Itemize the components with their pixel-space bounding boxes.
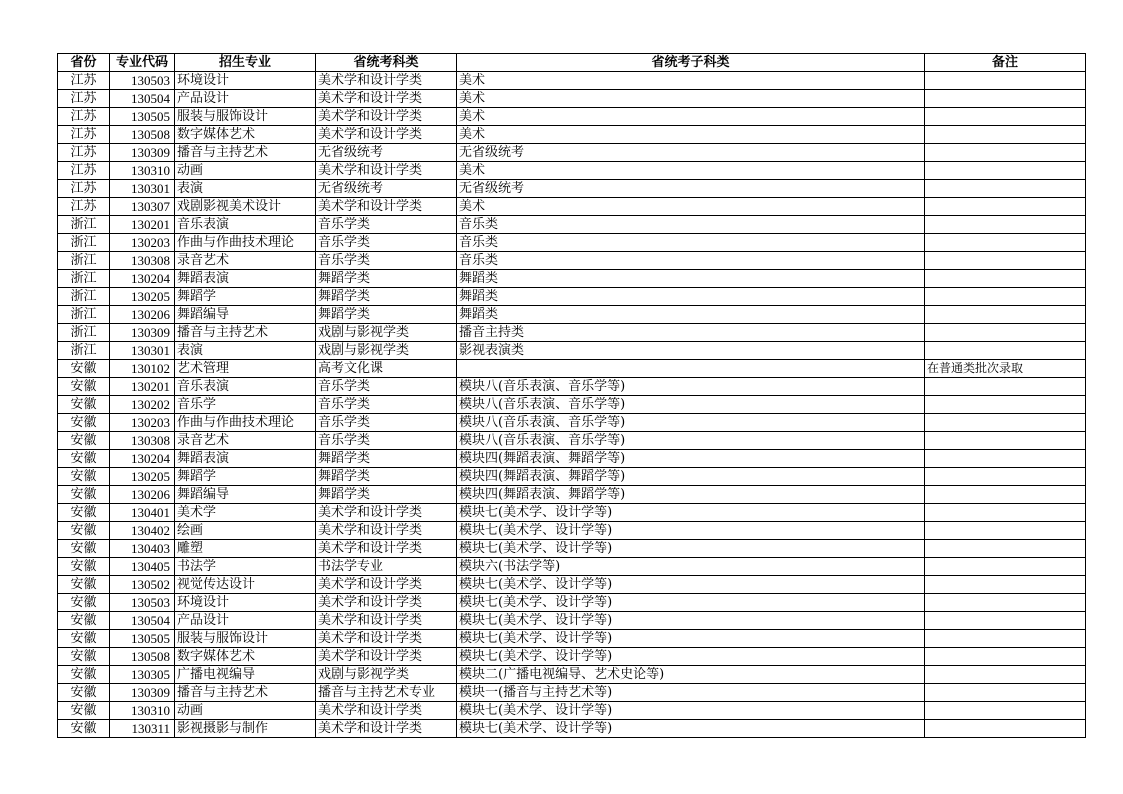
cell-note xyxy=(925,288,1086,306)
cell-province: 江苏 xyxy=(58,198,110,216)
cell-code: 130504 xyxy=(110,90,175,108)
table-body xyxy=(58,72,1086,738)
cell-subcategory: 音乐类 xyxy=(457,234,925,252)
cell-subcategory: 美术 xyxy=(457,90,925,108)
cell-code: 130309 xyxy=(110,144,175,162)
cell-category: 美术学和设计学类 xyxy=(316,198,457,216)
cell-major: 动画 xyxy=(175,702,316,720)
cell-code: 130205 xyxy=(110,468,175,486)
cell-subcategory: 模块七(美术学、设计学等) xyxy=(457,612,925,630)
cell-code: 130508 xyxy=(110,126,175,144)
cell-code: 130102 xyxy=(110,360,175,378)
cell-category: 舞蹈学类 xyxy=(316,486,457,504)
cell-category: 戏剧与影视学类 xyxy=(316,324,457,342)
cell-province: 安徽 xyxy=(58,576,110,594)
cell-province: 安徽 xyxy=(58,720,110,738)
cell-province: 安徽 xyxy=(58,612,110,630)
table-row xyxy=(58,378,1086,396)
cell-province: 安徽 xyxy=(58,486,110,504)
cell-province: 安徽 xyxy=(58,432,110,450)
header-note: 备注 xyxy=(925,54,1086,72)
cell-category: 舞蹈学类 xyxy=(316,270,457,288)
cell-province: 浙江 xyxy=(58,306,110,324)
cell-province: 安徽 xyxy=(58,468,110,486)
cell-code: 130308 xyxy=(110,432,175,450)
table-row xyxy=(58,306,1086,324)
cell-category: 美术学和设计学类 xyxy=(316,126,457,144)
cell-category: 美术学和设计学类 xyxy=(316,90,457,108)
cell-code: 130201 xyxy=(110,216,175,234)
cell-category: 书法学专业 xyxy=(316,558,457,576)
cell-note xyxy=(925,378,1086,396)
cell-code: 130505 xyxy=(110,108,175,126)
cell-subcategory: 音乐类 xyxy=(457,252,925,270)
cell-note xyxy=(925,72,1086,90)
cell-province: 安徽 xyxy=(58,594,110,612)
cell-code: 130505 xyxy=(110,630,175,648)
cell-code: 130206 xyxy=(110,486,175,504)
cell-major: 舞蹈学 xyxy=(175,468,316,486)
cell-province: 江苏 xyxy=(58,162,110,180)
cell-note xyxy=(925,234,1086,252)
cell-province: 江苏 xyxy=(58,144,110,162)
table-row xyxy=(58,666,1086,684)
table-row xyxy=(58,162,1086,180)
cell-subcategory: 模块八(音乐表演、音乐学等) xyxy=(457,414,925,432)
cell-note xyxy=(925,144,1086,162)
cell-code: 130201 xyxy=(110,378,175,396)
cell-category: 播音与主持艺术专业 xyxy=(316,684,457,702)
table-row xyxy=(58,90,1086,108)
cell-category: 音乐学类 xyxy=(316,414,457,432)
cell-major: 录音艺术 xyxy=(175,432,316,450)
cell-major: 视觉传达设计 xyxy=(175,576,316,594)
cell-category: 美术学和设计学类 xyxy=(316,576,457,594)
table-row xyxy=(58,612,1086,630)
cell-province: 江苏 xyxy=(58,90,110,108)
cell-code: 130301 xyxy=(110,342,175,360)
cell-category: 高考文化课 xyxy=(316,360,457,378)
cell-major: 服装与服饰设计 xyxy=(175,630,316,648)
cell-category: 舞蹈学类 xyxy=(316,468,457,486)
table-row xyxy=(58,180,1086,198)
cell-subcategory: 模块七(美术学、设计学等) xyxy=(457,576,925,594)
cell-province: 安徽 xyxy=(58,450,110,468)
cell-code: 130403 xyxy=(110,540,175,558)
cell-province: 安徽 xyxy=(58,414,110,432)
cell-subcategory: 播音主持类 xyxy=(457,324,925,342)
table-row xyxy=(58,432,1086,450)
cell-province: 安徽 xyxy=(58,522,110,540)
cell-province: 浙江 xyxy=(58,252,110,270)
cell-code: 130504 xyxy=(110,612,175,630)
cell-note xyxy=(925,540,1086,558)
cell-major: 环境设计 xyxy=(175,594,316,612)
cell-code: 130308 xyxy=(110,252,175,270)
cell-major: 作曲与作曲技术理论 xyxy=(175,234,316,252)
cell-major: 录音艺术 xyxy=(175,252,316,270)
cell-major: 数字媒体艺术 xyxy=(175,648,316,666)
table-row xyxy=(58,126,1086,144)
cell-code: 130309 xyxy=(110,684,175,702)
cell-note xyxy=(925,432,1086,450)
header-row xyxy=(58,54,1086,72)
cell-subcategory: 无省级统考 xyxy=(457,180,925,198)
cell-category: 无省级统考 xyxy=(316,180,457,198)
cell-major: 数字媒体艺术 xyxy=(175,126,316,144)
cell-major: 产品设计 xyxy=(175,90,316,108)
table-row xyxy=(58,324,1086,342)
cell-note xyxy=(925,324,1086,342)
cell-subcategory xyxy=(457,360,925,378)
table-row xyxy=(58,288,1086,306)
cell-code: 130301 xyxy=(110,180,175,198)
cell-note xyxy=(925,576,1086,594)
cell-province: 安徽 xyxy=(58,684,110,702)
cell-category: 美术学和设计学类 xyxy=(316,72,457,90)
cell-province: 安徽 xyxy=(58,540,110,558)
cell-note xyxy=(925,558,1086,576)
cell-major: 戏剧影视美术设计 xyxy=(175,198,316,216)
cell-subcategory: 无省级统考 xyxy=(457,144,925,162)
cell-category: 美术学和设计学类 xyxy=(316,630,457,648)
cell-subcategory: 模块一(播音与主持艺术等) xyxy=(457,684,925,702)
cell-major: 表演 xyxy=(175,180,316,198)
cell-subcategory: 模块七(美术学、设计学等) xyxy=(457,594,925,612)
cell-subcategory: 模块七(美术学、设计学等) xyxy=(457,648,925,666)
cell-subcategory: 美术 xyxy=(457,108,925,126)
cell-category: 戏剧与影视学类 xyxy=(316,666,457,684)
cell-major: 舞蹈学 xyxy=(175,288,316,306)
cell-major: 表演 xyxy=(175,342,316,360)
table-row xyxy=(58,522,1086,540)
cell-subcategory: 舞蹈类 xyxy=(457,306,925,324)
table-row xyxy=(58,342,1086,360)
cell-code: 130508 xyxy=(110,648,175,666)
table-row xyxy=(58,144,1086,162)
cell-category: 音乐学类 xyxy=(316,432,457,450)
cell-subcategory: 模块八(音乐表演、音乐学等) xyxy=(457,378,925,396)
cell-subcategory: 美术 xyxy=(457,126,925,144)
cell-subcategory: 舞蹈类 xyxy=(457,270,925,288)
cell-subcategory: 美术 xyxy=(457,72,925,90)
cell-major: 舞蹈表演 xyxy=(175,270,316,288)
cell-province: 安徽 xyxy=(58,666,110,684)
cell-note xyxy=(925,198,1086,216)
cell-subcategory: 模块七(美术学、设计学等) xyxy=(457,540,925,558)
table-row xyxy=(58,504,1086,522)
cell-note xyxy=(925,720,1086,738)
cell-note xyxy=(925,414,1086,432)
cell-province: 浙江 xyxy=(58,216,110,234)
cell-note xyxy=(925,108,1086,126)
cell-note xyxy=(925,162,1086,180)
cell-major: 美术学 xyxy=(175,504,316,522)
cell-category: 舞蹈学类 xyxy=(316,306,457,324)
table-row xyxy=(58,576,1086,594)
cell-subcategory: 模块七(美术学、设计学等) xyxy=(457,720,925,738)
table-row xyxy=(58,594,1086,612)
cell-major: 广播电视编导 xyxy=(175,666,316,684)
header-subcategory: 省统考子科类 xyxy=(457,54,925,72)
cell-note xyxy=(925,342,1086,360)
header-category: 省统考科类 xyxy=(316,54,457,72)
cell-category: 美术学和设计学类 xyxy=(316,504,457,522)
cell-note xyxy=(925,180,1086,198)
cell-major: 舞蹈编导 xyxy=(175,306,316,324)
table-row xyxy=(58,720,1086,738)
cell-subcategory: 模块七(美术学、设计学等) xyxy=(457,702,925,720)
cell-major: 雕塑 xyxy=(175,540,316,558)
cell-code: 130202 xyxy=(110,396,175,414)
cell-category: 音乐学类 xyxy=(316,252,457,270)
cell-province: 江苏 xyxy=(58,72,110,90)
cell-major: 音乐学 xyxy=(175,396,316,414)
table-row xyxy=(58,216,1086,234)
cell-note xyxy=(925,216,1086,234)
cell-category: 音乐学类 xyxy=(316,378,457,396)
cell-note xyxy=(925,396,1086,414)
cell-subcategory: 模块七(美术学、设计学等) xyxy=(457,522,925,540)
cell-subcategory: 模块七(美术学、设计学等) xyxy=(457,630,925,648)
table-row xyxy=(58,108,1086,126)
cell-note xyxy=(925,306,1086,324)
cell-note xyxy=(925,450,1086,468)
cell-subcategory: 模块四(舞蹈表演、舞蹈学等) xyxy=(457,486,925,504)
cell-province: 浙江 xyxy=(58,324,110,342)
cell-code: 130401 xyxy=(110,504,175,522)
cell-category: 美术学和设计学类 xyxy=(316,162,457,180)
cell-code: 130310 xyxy=(110,702,175,720)
table-row xyxy=(58,234,1086,252)
cell-category: 美术学和设计学类 xyxy=(316,720,457,738)
table-row xyxy=(58,396,1086,414)
cell-code: 130402 xyxy=(110,522,175,540)
cell-province: 安徽 xyxy=(58,558,110,576)
cell-note xyxy=(925,468,1086,486)
cell-major: 产品设计 xyxy=(175,612,316,630)
cell-major: 音乐表演 xyxy=(175,378,316,396)
cell-subcategory: 模块四(舞蹈表演、舞蹈学等) xyxy=(457,450,925,468)
cell-province: 浙江 xyxy=(58,234,110,252)
cell-major: 环境设计 xyxy=(175,72,316,90)
cell-note xyxy=(925,126,1086,144)
cell-major: 播音与主持艺术 xyxy=(175,324,316,342)
cell-subcategory: 模块八(音乐表演、音乐学等) xyxy=(457,396,925,414)
cell-subcategory: 模块六(书法学等) xyxy=(457,558,925,576)
cell-subcategory: 影视表演类 xyxy=(457,342,925,360)
table-row xyxy=(58,252,1086,270)
cell-major: 书法学 xyxy=(175,558,316,576)
cell-code: 130204 xyxy=(110,270,175,288)
cell-province: 安徽 xyxy=(58,702,110,720)
cell-note xyxy=(925,612,1086,630)
cell-note xyxy=(925,684,1086,702)
table-row xyxy=(58,540,1086,558)
cell-province: 安徽 xyxy=(58,648,110,666)
cell-subcategory: 音乐类 xyxy=(457,216,925,234)
header-major: 招生专业 xyxy=(175,54,316,72)
cell-province: 安徽 xyxy=(58,396,110,414)
cell-code: 130405 xyxy=(110,558,175,576)
cell-code: 130503 xyxy=(110,72,175,90)
cell-code: 130311 xyxy=(110,720,175,738)
table-row xyxy=(58,360,1086,378)
cell-province: 安徽 xyxy=(58,378,110,396)
table-row xyxy=(58,558,1086,576)
cell-subcategory: 美术 xyxy=(457,162,925,180)
cell-category: 美术学和设计学类 xyxy=(316,594,457,612)
table-row xyxy=(58,72,1086,90)
cell-major: 绘画 xyxy=(175,522,316,540)
header-code: 专业代码 xyxy=(110,54,175,72)
table-row xyxy=(58,468,1086,486)
cell-category: 美术学和设计学类 xyxy=(316,522,457,540)
cell-major: 舞蹈表演 xyxy=(175,450,316,468)
cell-category: 美术学和设计学类 xyxy=(316,540,457,558)
cell-code: 130503 xyxy=(110,594,175,612)
cell-category: 美术学和设计学类 xyxy=(316,702,457,720)
cell-category: 美术学和设计学类 xyxy=(316,108,457,126)
header-province: 省份 xyxy=(58,54,110,72)
cell-province: 江苏 xyxy=(58,126,110,144)
cell-major: 播音与主持艺术 xyxy=(175,684,316,702)
cell-major: 影视摄影与制作 xyxy=(175,720,316,738)
cell-category: 无省级统考 xyxy=(316,144,457,162)
table-row xyxy=(58,450,1086,468)
table-row xyxy=(58,414,1086,432)
cell-category: 舞蹈学类 xyxy=(316,450,457,468)
cell-code: 130206 xyxy=(110,306,175,324)
cell-code: 130203 xyxy=(110,234,175,252)
cell-province: 江苏 xyxy=(58,108,110,126)
cell-note xyxy=(925,666,1086,684)
table-row xyxy=(58,702,1086,720)
cell-province: 江苏 xyxy=(58,180,110,198)
cell-note xyxy=(925,702,1086,720)
cell-code: 130502 xyxy=(110,576,175,594)
cell-note xyxy=(925,522,1086,540)
cell-major: 音乐表演 xyxy=(175,216,316,234)
cell-note xyxy=(925,90,1086,108)
cell-category: 音乐学类 xyxy=(316,396,457,414)
table-row xyxy=(58,648,1086,666)
cell-province: 浙江 xyxy=(58,342,110,360)
cell-province: 浙江 xyxy=(58,288,110,306)
cell-code: 130305 xyxy=(110,666,175,684)
cell-note xyxy=(925,594,1086,612)
cell-subcategory: 美术 xyxy=(457,198,925,216)
cell-province: 安徽 xyxy=(58,630,110,648)
cell-category: 音乐学类 xyxy=(316,234,457,252)
cell-code: 130307 xyxy=(110,198,175,216)
cell-major: 作曲与作曲技术理论 xyxy=(175,414,316,432)
cell-code: 130203 xyxy=(110,414,175,432)
cell-subcategory: 模块八(音乐表演、音乐学等) xyxy=(457,432,925,450)
table-row xyxy=(58,198,1086,216)
admissions-table xyxy=(57,53,1086,738)
cell-major: 动画 xyxy=(175,162,316,180)
cell-major: 服装与服饰设计 xyxy=(175,108,316,126)
table-row xyxy=(58,486,1086,504)
cell-note xyxy=(925,486,1086,504)
cell-code: 130204 xyxy=(110,450,175,468)
cell-code: 130310 xyxy=(110,162,175,180)
cell-category: 美术学和设计学类 xyxy=(316,648,457,666)
table-row xyxy=(58,270,1086,288)
cell-subcategory: 模块四(舞蹈表演、舞蹈学等) xyxy=(457,468,925,486)
table-row xyxy=(58,630,1086,648)
cell-category: 戏剧与影视学类 xyxy=(316,342,457,360)
cell-note xyxy=(925,252,1086,270)
cell-code: 130309 xyxy=(110,324,175,342)
cell-category: 舞蹈学类 xyxy=(316,288,457,306)
cell-major: 艺术管理 xyxy=(175,360,316,378)
cell-category: 音乐学类 xyxy=(316,216,457,234)
cell-major: 播音与主持艺术 xyxy=(175,144,316,162)
cell-category: 美术学和设计学类 xyxy=(316,612,457,630)
cell-subcategory: 舞蹈类 xyxy=(457,288,925,306)
cell-note xyxy=(925,270,1086,288)
cell-subcategory: 模块七(美术学、设计学等) xyxy=(457,504,925,522)
cell-major: 舞蹈编导 xyxy=(175,486,316,504)
cell-province: 安徽 xyxy=(58,360,110,378)
table-row xyxy=(58,684,1086,702)
cell-note xyxy=(925,504,1086,522)
cell-note: 在普通类批次录取 xyxy=(925,360,1086,378)
cell-province: 浙江 xyxy=(58,270,110,288)
cell-code: 130205 xyxy=(110,288,175,306)
cell-note xyxy=(925,630,1086,648)
cell-note xyxy=(925,648,1086,666)
cell-subcategory: 模块二(广播电视编导、艺术史论等) xyxy=(457,666,925,684)
cell-province: 安徽 xyxy=(58,504,110,522)
